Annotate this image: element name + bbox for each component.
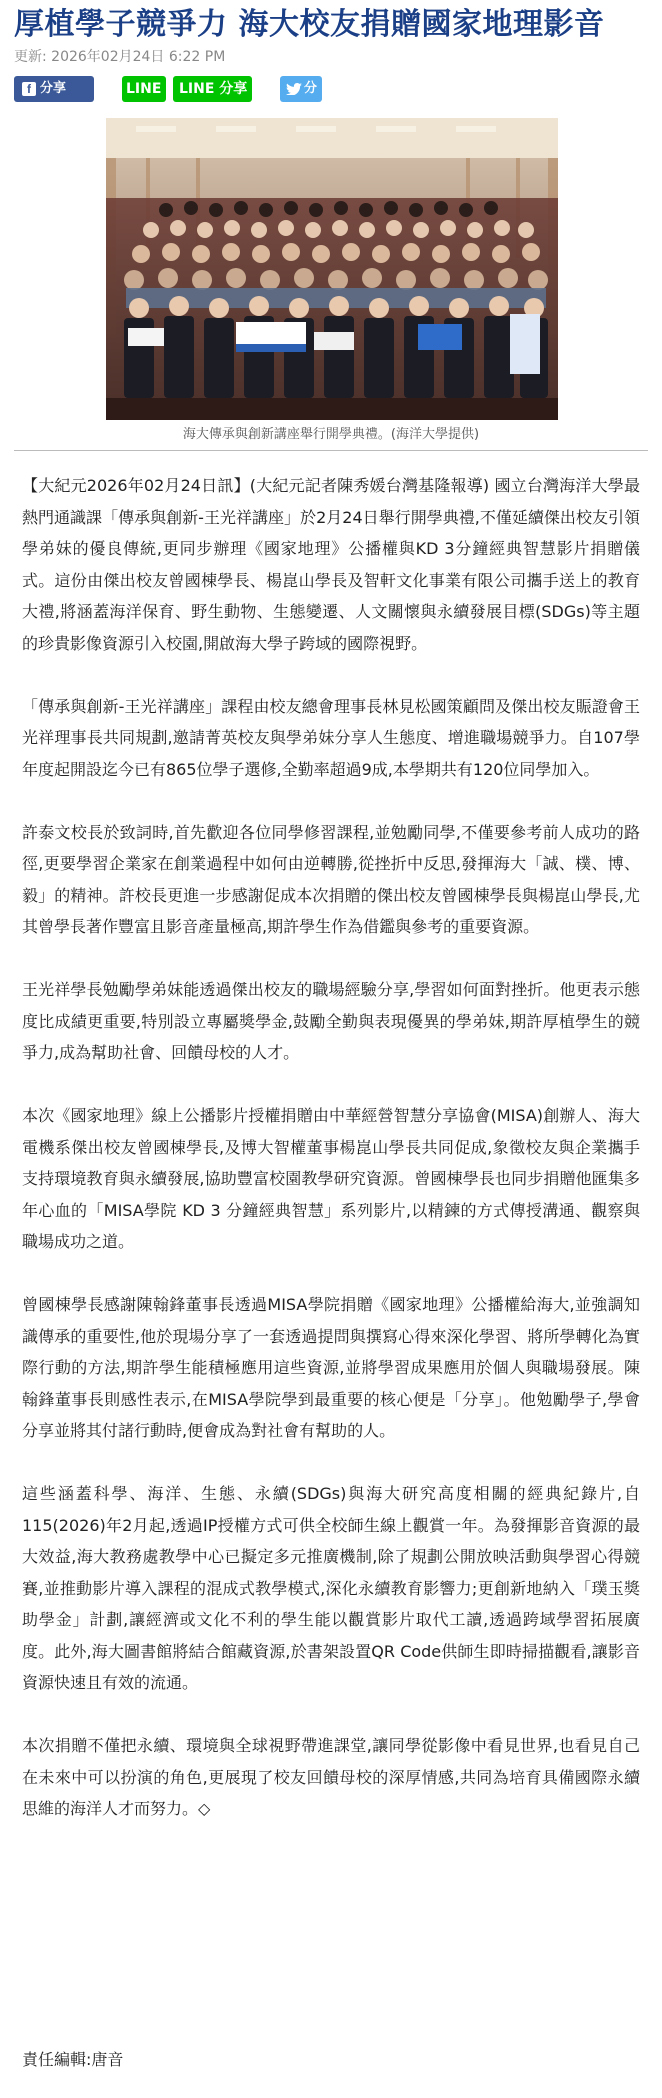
responsible-editor: 責任編輯:唐音 [22,2050,124,2069]
twitter-share-label: 分 [304,81,318,96]
updated-time: 更新: 2026年02月24日 6:22 PM [14,49,226,65]
line-button[interactable] [122,76,166,102]
caption-divider [14,450,648,451]
twitter-icon [286,83,302,95]
paragraph: 本次《國家地理》線上公播影片授權捐贈由中華經營智慧分享協會(MISA)創辦人、海大電機系傑出校友曾國棟學長,及博大智權董事楊崑山學長共同促成,象徵校友與企業攜手支持環境教育與永續發展,協助豐富校園教學研究資源。曾國棟學長也同步捐贈他匯集多年心血的「MISA學院 KD 3 分鐘經典智慧」系列影片,以精鍊的方式傳授溝通、觀察與職場成功之道。 [22,1106,640,1251]
line-button-label: LINE [126,81,162,97]
paragraph: 本次捐贈不僅把永續、環境與全球視野帶進課堂,讓同學從影像中看見世界,也看見自己在未來中可以扮演的角色,更展現了校友回饋母校的深厚情感,共同為培育具備國際永續思維的海洋人才而努力。◇ [22,1736,640,1818]
auditorium-photo-illustration [106,118,558,420]
facebook-share-button[interactable] [14,76,94,102]
paragraph: 【大紀元2026年02月24日訊】(大紀元記者陳秀媛台灣基隆報導) 國立台灣海洋大學最熱門通識課「傳承與創新-王光祥講座」於2月24日舉行開學典禮,不僅延續傑出校友引領學弟妹的優良傳統,更同步辦理《國家地理》公播權與KD 3分鐘經典智慧影片捐贈儀式。這份由傑出校友曾國棟學長、楊崑山學長及智軒文化事業有限公司攜手送上的教育大禮,將涵蓋海洋保育、野生動物、生態變遷、人文關懷與永續發展目標(SDGs)等主題的珍貴影像資源引入校園,開啟海大學子跨域的國際視野。 [22,476,640,653]
facebook-share-label: 分享 [40,81,67,96]
paragraph: 許泰文校長於致詞時,首先歡迎各位同學修習課程,並勉勵同學,不僅要參考前人成功的路徑,更要學習企業家在創業過程中如何由逆轉勝,從挫折中反思,發揮海大「誠、樸、博、毅」的精神。許校長更進一步感謝促成本次捐贈的傑出校友曾國棟學長與楊崑山學長,尤其曾學長著作豐富且影音產量極高,期許學生作為借鑑與參考的重要資源。 [22,822,640,936]
facebook-icon: f [22,82,36,96]
photo-caption: 海大傳承與創新講座舉行開學典禮。(海洋大學提供) [182,427,480,442]
paragraph: 曾國棟學長感謝陳翰鋒董事長透過MISA學院捐贈《國家地理》公播權給海大,並強調知識傳承的重要性,他於現場分享了一套透過提問與撰寫心得來深化學習、將所學轉化為實際行動的方法,期許學生能積極應用這些資源,並將學習成果應用於個人與職場發展。陳翰鋒董事長則感性表示,在MISA學院學到最重要的核心便是「分享」。他勉勵學子,學會分享並將其付諸行動時,便會成為對社會有幫助的人。 [22,1295,640,1440]
paragraph: 王光祥學長勉勵學弟妹能透過傑出校友的職場經驗分享,學習如何面對挫折。他更表示態度比成績更重要,特別設立專屬獎學金,鼓勵全勤與表現優異的學弟妹,期許厚植學生的競爭力,成為幫助社會、回饋母校的人才。 [22,980,640,1062]
event-photo [106,118,558,420]
paragraph: 這些涵蓋科學、海洋、生態、永續(SDGs)與海大研究高度相關的經典紀錄片,自115(2026)年2月起,透過IP授權方式可供全校師生線上觀賞一年。為發揮影音資源的最大效益,海大教務處教學中心已擬定多元推廣機制,除了規劃公開放映活動與學習心得競賽,並推動影片導入課程的混成式教學模式,深化永續教育影響力;更創新地納入「璞玉獎助學金」計劃,讓經濟或文化不利的學生能以觀賞影片取代工讀,透過跨域學習拓展廣度。此外,海大圖書館將結合館藏資源,於書架設置QR Code供師生即時掃描觀看,讓影音資源快速且有效的流通。 [22,1484,640,1692]
twitter-share-button[interactable] [280,76,322,102]
article-title: 厚植學子競爭力 海大校友捐贈國家地理影音 [14,7,605,42]
paragraph: 「傳承與創新-王光祥講座」課程由校友總會理事長林見松國策顧問及傑出校友賑證會王光祥理事長共同規劃,邀請菁英校友與學弟妹分享人生態度、增進職場競爭力。自107學年度起開設迄今已有865位學子選修,全勤率超過9成,本學期共有120位同學加入。 [22,696,640,779]
line-share-label: LINE 分享 [179,81,248,97]
share-bar [14,76,654,102]
line-share-button[interactable] [173,76,252,102]
article-body [22,470,640,1856]
